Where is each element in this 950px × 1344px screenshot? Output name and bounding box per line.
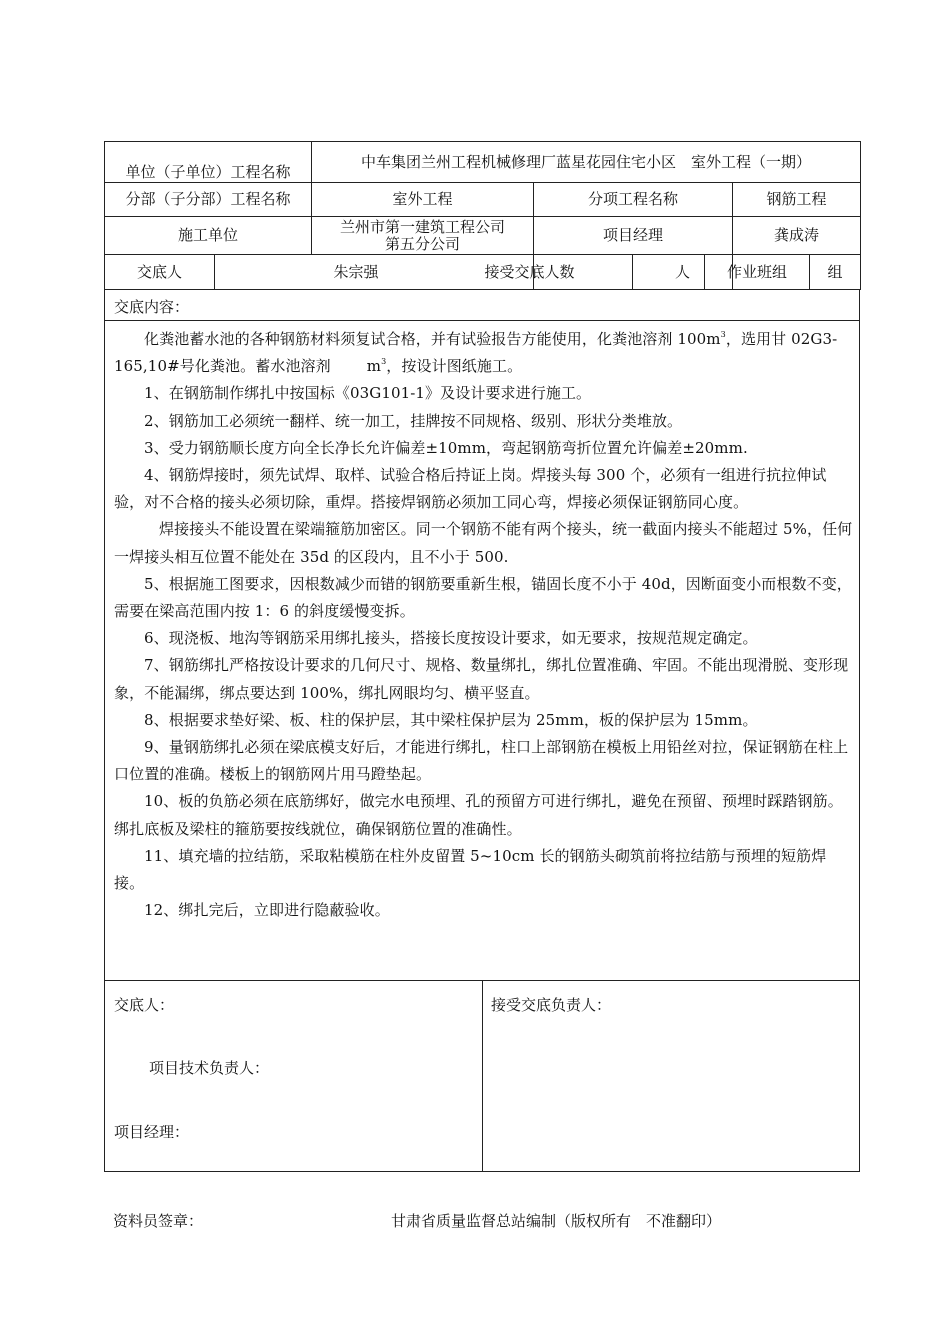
contractor-label: 施工单位 [105,217,312,255]
item-10: 10、板的负筋必须在底筋绑好，做完水电预埋、孔的预留方可进行绑扎，避免在预留、预埋时踩踏钢筋。绑扎底板及梁柱的箍筋要按线就位，确保钢筋位置的准确性。 [114,792,843,838]
item-11: 11、填充墙的拉结筋，采取粘模筋在柱外皮留置 5~10cm 长的钢筋头砌筑前将拉结筋与预埋的短筋焊接。 [114,846,827,893]
item-3: 3、受力钢筋顺长度方向全长净长允许偏差±10mm，弯起钢筋弯折位置允许偏差±20mm. [144,438,748,457]
subitem-value: 钢筋工程 [733,183,861,217]
item-12: 12、绑扎完后，立即进行隐蔽验收。 [144,901,390,920]
intro-paragraph [114,326,854,380]
signature-divider [482,981,483,1171]
signature-section [104,981,860,1172]
item-4: 4、钢筋焊接时，须先试焊、取样、试验合格后持证上岗。焊接头每 300 个，必须有一组进行抗拉伸试验，对不合格的接头必须切除，重焊。搭接焊钢筋必须加工同心弯，焊接必须保证钢筋同心度。 [114,466,827,512]
manager-value: 龚成涛 [733,217,861,255]
contractor-line1: 兰州市第一建筑工程公司 [340,217,506,236]
contractor-value [312,217,534,255]
item-6: 6、现浇板、地沟等钢筋采用绑扎接头，搭接长度按设计要求，如无要求，按规范规定确定。 [144,629,758,648]
item-5: 5、根据施工图要求，因根数减少而错的钢筋要重新生根，锚固长度不小于 40d，因断面变小而根数不变，需要在梁高范围内按 1：6 的斜度缓慢变拆。 [114,574,852,621]
sign-manager: 项目经理： [114,1123,190,1141]
item-7: 7、钢筋绑扎严格按设计要求的几何尺寸、规格、数量绑扎，绑扎位置准确、牢固。不能出现滑脱、变形现象，不能漏绑，绑点要达到 100%，绑扎网眼均匀、横平竖直。 [114,656,849,702]
header-table [104,141,861,290]
item-4-continued: 焊接接头不能设置在梁端箍筋加密区。同一个钢筋不能有两个接头，统一截面内接头不能超过 5%，任何一焊接头相互位置不能处在 35d 的区段内，且不小于 500. [114,520,853,566]
discloser-label: 交底人 [105,255,215,290]
receivers-cell [484,255,733,290]
contractor-line2: 第五分公司 [385,234,461,253]
item-8: 8、根据要求垫好梁、板、柱的保护层，其中梁柱保护层为 25mm，板的保护层为 15mm。 [144,710,758,729]
superscript-3b: 3 [381,357,387,367]
sign-receiver-lead: 接受交底负责人： [491,996,612,1014]
content-section [104,290,860,981]
intro-text-a: 化粪池蓄水池的各种钢筋材料须复试合格，并有试验报告方能使用，化粪池溶剂 100m [144,330,721,348]
item-1: 1、在钢筋制作绑扎中按国标《03G101-1》及设计要求进行施工。 [144,384,592,403]
team-cell [727,255,861,290]
sign-tech-lead: 项目技术负责人： [149,1059,270,1077]
receivers-label: 接受交底人数 [427,255,633,289]
division-label: 分部（子分部）工程名称 [105,183,312,217]
item-2: 2、钢筋加工必须统一翻样、统一加工，挂牌按不同规格、级别、形状分类堆放。 [144,411,683,430]
team-label: 作业班组 [704,255,810,289]
unit-value: 中车集团兰州工程机械修理厂蓝星花园住宅小区 室外工程（一期） [312,142,861,183]
footer-publisher: 甘肃省质量监督总站编制（版权所有 不准翻印） [391,1212,722,1230]
intro-text-b: ，选用甘 02G3-165,10#号化粪池。蓄水池溶剂 [114,330,838,376]
content-body [114,326,854,924]
content-label-row [105,290,859,321]
disclosure-form [104,141,860,1172]
manager-label: 项目经理 [534,217,733,255]
intro-text-d: ，按设计图纸施工。 [386,357,523,376]
footer-clerk: 资料员签章： [113,1212,204,1230]
sign-discloser: 交底人： [114,996,175,1014]
content-label: 交底内容： [114,298,190,316]
superscript-3: 3 [720,330,726,339]
team-value: 组 [827,262,843,281]
unit-label: 单位（子单位）工程名称 [105,142,312,183]
item-9: 9、量钢筋绑扎必须在梁底模支好后，才能进行绑扎，柱口上部钢筋在模板上用铅丝对拉，保证钢筋在柱上口位置的准确。楼板上的钢筋网片用马蹬垫起。 [114,738,849,784]
subitem-label: 分项工程名称 [534,183,733,217]
intro-unit: m [366,357,382,376]
division-value: 室外工程 [312,183,534,217]
receivers-value: 人 [675,262,691,281]
discloser-value: 朱宗强 [215,255,534,290]
